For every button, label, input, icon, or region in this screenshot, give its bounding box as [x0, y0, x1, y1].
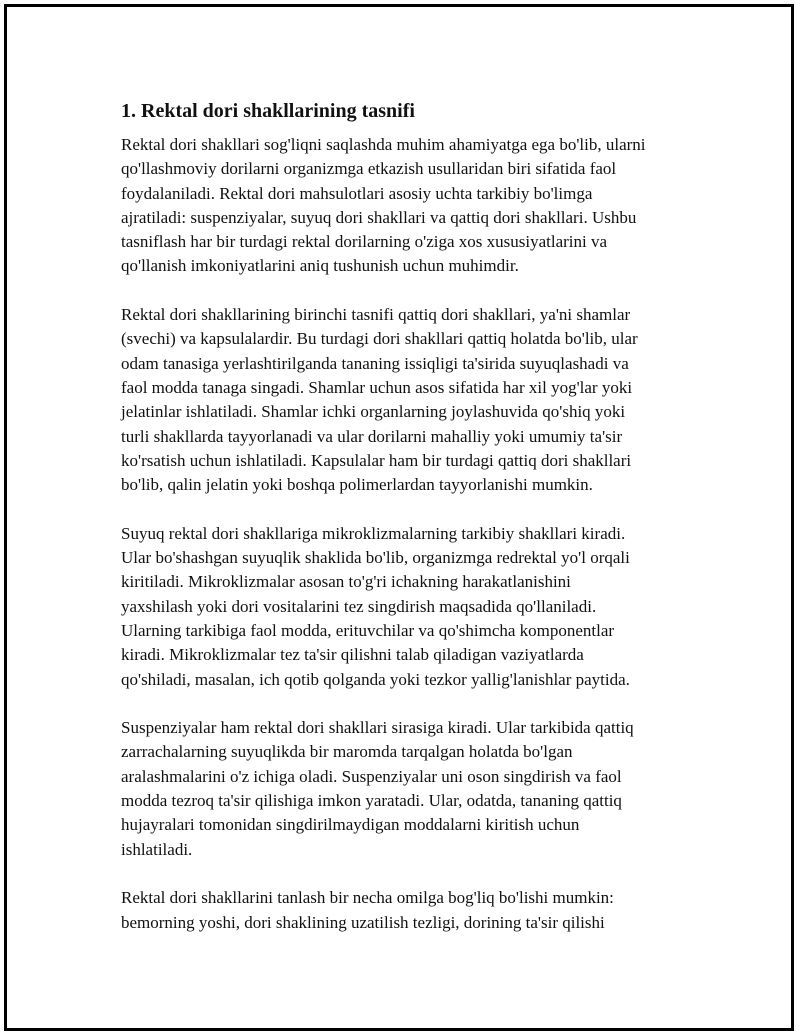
- text-line: Ularning tarkibiga faol modda, erituvchilar va qo'shimcha komponentlar: [121, 620, 615, 640]
- text-line: hujayralari tomonidan singdirilmaydigan moddalarni kiritish uchun: [121, 815, 580, 835]
- paragraph-5: [121, 886, 691, 935]
- text-line: aralashmalarini o'z ichiga oladi. Suspenziyalar uni oson singdirish va faol: [121, 766, 622, 786]
- text-line: Suyuq rektal dori shakllariga mikroklizmalarning tarkibiy shakllari kiradi.: [121, 523, 626, 543]
- text-line: kiradi. Mikroklizmalar tez ta'sir qilishni talab qiladigan vaziyatlarda: [121, 645, 584, 665]
- text-line: faol modda tanaga singadi. Shamlar uchun asos sifatida har xil yog'lar yoki: [121, 377, 633, 397]
- text-line: qo'llanish imkoniyatlarini aniq tushunish uchun muhimdir.: [121, 256, 519, 276]
- text-line: ko'rsatish uchun ishlatiladi. Kapsulalar ham bir turdagi qattiq dori shakllari: [121, 450, 632, 470]
- text-line: odam tanasiga yerlashtirilganda tananing issiqligi ta'sirida suyuqlashadi va: [121, 353, 629, 373]
- text-line: Suspenziyalar ham rektal dori shakllari sirasiga kiradi. Ular tarkibida qattiq: [121, 718, 634, 738]
- text-line: Rektal dori shakllarini tanlash bir necha omilga bog'liq bo'lishi mumkin:: [121, 888, 614, 908]
- text-line: yaxshilash yoki dori vositalarini tez singdirish maqsadida qo'llaniladi.: [121, 596, 597, 616]
- text-line: Rektal dori shakllarining birinchi tasnifi qattiq dori shakllari, ya'ni shamlar: [121, 305, 631, 325]
- text-line: turli shakllarda tayyorlanadi va ular dorilarni mahalliy yoki umumiy ta'sir: [121, 426, 623, 446]
- text-line: foydalaniladi. Rektal dori mahsulotlari asosiy uchta tarkibiy bo'limga: [121, 183, 593, 203]
- text-line: zarrachalarning suyuqlikda bir maromda tarqalgan holatda bo'lgan: [121, 742, 573, 762]
- document-page: [4, 4, 794, 1031]
- paragraph-2: [121, 303, 691, 497]
- text-line: qo'llashmoviy dorilarni organizmga etkazish usullaridan biri sifatida faol: [121, 159, 617, 179]
- paragraph-1: [121, 133, 691, 279]
- text-line: Rektal dori shakllari sog'liqni saqlashda muhim ahamiyatga ega bo'lib, ularni: [121, 135, 646, 154]
- section-heading: 1. Rektal dori shakllarining tasnifi: [121, 100, 415, 122]
- text-line: kiritiladi. Mikroklizmalar asosan to'g'ri ichakning harakatlanishini: [121, 572, 571, 592]
- text-line: qo'shiladi, masalan, ich qotib qolganda yoki tezkor yallig'lanishlar paytida.: [121, 669, 630, 689]
- document-body: [121, 97, 691, 959]
- text-line: Ular bo'shashgan suyuqlik shaklida bo'lib, organizmga redrektal yo'l orqali: [121, 548, 630, 568]
- text-line: ajratiladi: suspenziyalar, suyuq dori shakllari va qattiq dori shakllari. Ushbu: [121, 207, 637, 227]
- text-line: modda tezroq ta'sir qilishiga imkon yaratadi. Ular, odatda, tananing qattiq: [121, 791, 622, 811]
- text-line: bemorning yoshi, dori shaklining uzatilish tezligi, dorining ta'sir qilishi: [121, 912, 605, 932]
- paragraph-3: [121, 522, 691, 692]
- text-line: tasniflash har bir turdagi rektal dorilarning o'ziga xos xususiyatlarini va: [121, 232, 608, 252]
- text-line: (svechi) va kapsulalardir. Bu turdagi dori shakllari qattiq holatda bo'lib, ular: [121, 329, 638, 349]
- paragraph-4: [121, 716, 691, 862]
- text-line: jelatinlar ishlatiladi. Shamlar ichki organlarning joylashuvida qo'shiq yoki: [121, 402, 626, 422]
- text-line: bo'lib, qalin jelatin yoki boshqa polimerlardan tayyorlanishi mumkin.: [121, 475, 593, 495]
- text-line: ishlatiladi.: [121, 839, 193, 859]
